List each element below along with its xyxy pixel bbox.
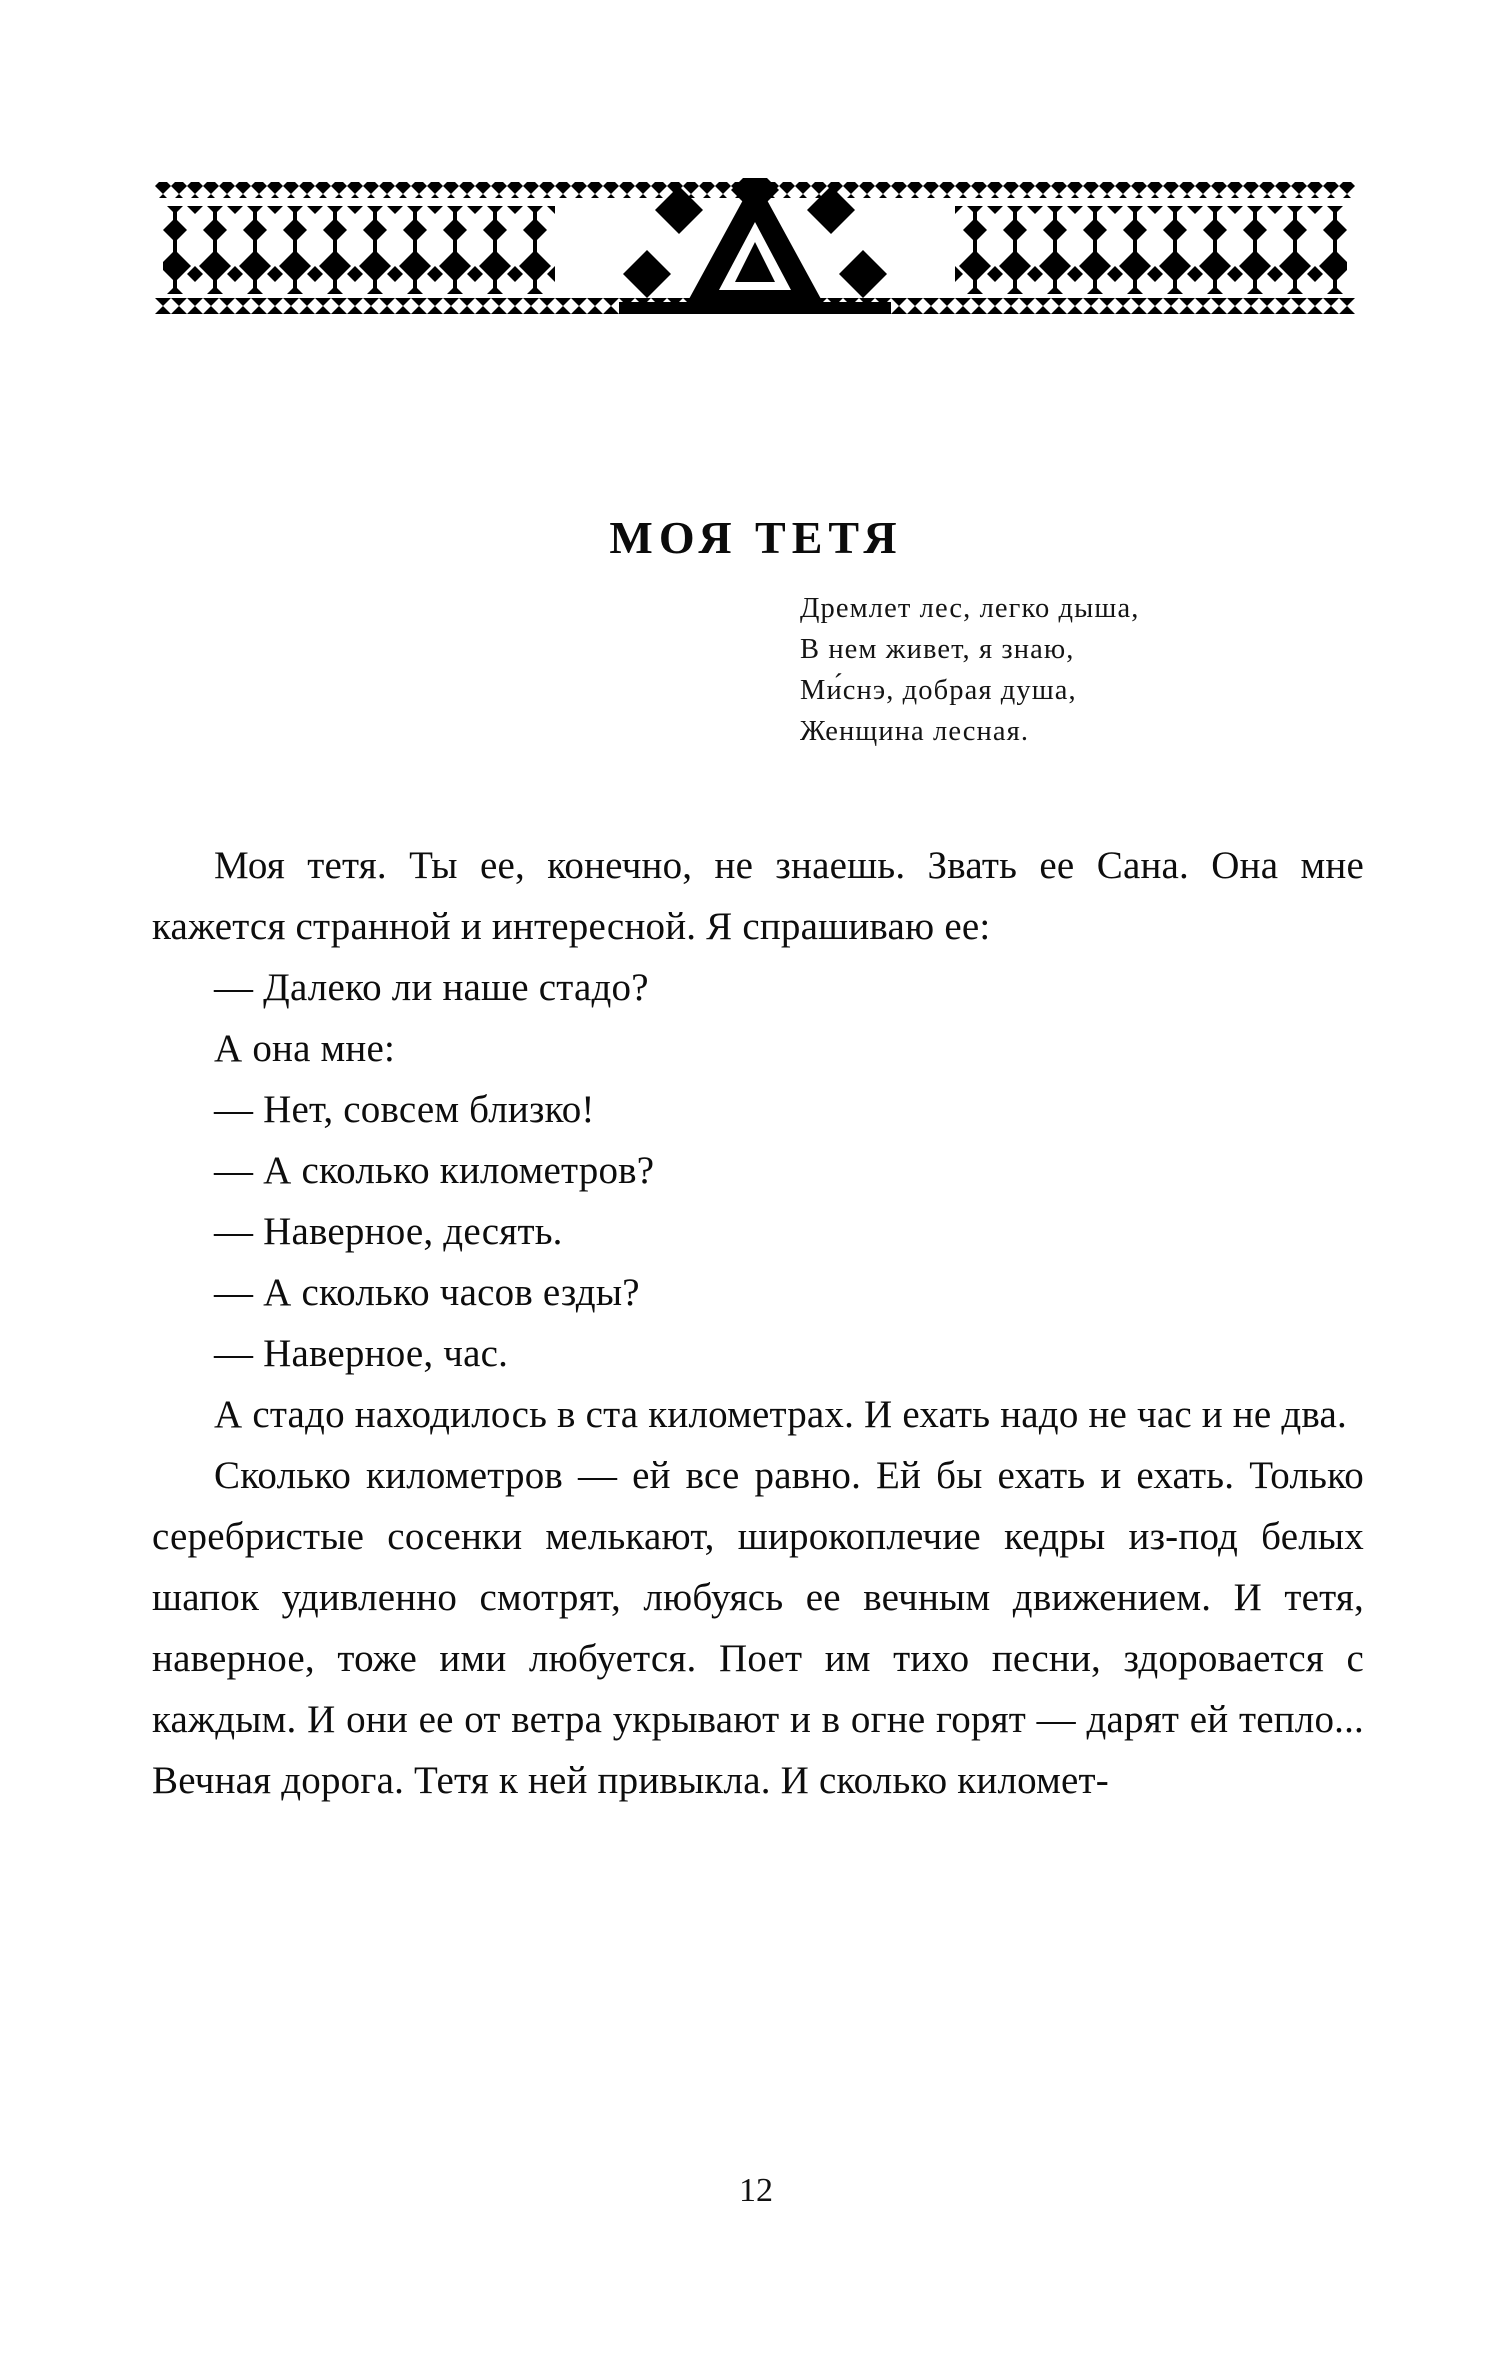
- folk-pattern-ornament-icon: [155, 178, 1355, 318]
- dialogue-line: — Нет, совсем близко!: [214, 1088, 595, 1131]
- epigraph-line: Дремлет лес, легко дыша,: [800, 593, 1140, 624]
- epigraph-line: Женщина лесная.: [800, 716, 1030, 747]
- paragraph: Сколько километров — ей все равно. Ей бы ехать и ехать. Только серебристые сосенки мелькают, широкоплечие кедры из-под белых шапок удивленно смотрят, любуясь ее вечным движением. И тетя, наверное, тоже ими любуется. Поет им тихо песни, здоровается с каждым. И они ее от ветра укрывают и в огне горят — дарят ей тепло... Вечная дорога. Тетя к ней привыкла. И сколько километ-: [152, 1454, 1364, 1802]
- paragraph: Моя тетя. Ты ее, конечно, не знаешь. Звать ее Сана. Она мне кажется странной и интересной. Я спрашиваю ее:: [152, 844, 1364, 948]
- dialogue-line: — Далеко ли наше стадо?: [214, 966, 649, 1009]
- dialogue-line: — А сколько километров?: [214, 1149, 655, 1192]
- body-text: [152, 835, 1364, 1811]
- epigraph-line: Ми́снэ, добрая душа,: [800, 675, 1077, 706]
- paragraph: А стадо находилось в ста километрах. И ехать надо не час и не два.: [214, 1393, 1347, 1436]
- page-number: 12: [739, 2172, 773, 2209]
- dialogue-line: — Наверное, час.: [214, 1332, 509, 1375]
- dialogue-line: А она мне:: [214, 1027, 396, 1070]
- epigraph: [800, 588, 1360, 752]
- epigraph-line: В нем живет, я знаю,: [800, 634, 1075, 665]
- dialogue-line: — Наверное, десять.: [214, 1210, 563, 1253]
- page-title: МОЯ ТЕТЯ: [609, 511, 903, 563]
- dialogue-line: — А сколько часов езды?: [214, 1271, 640, 1314]
